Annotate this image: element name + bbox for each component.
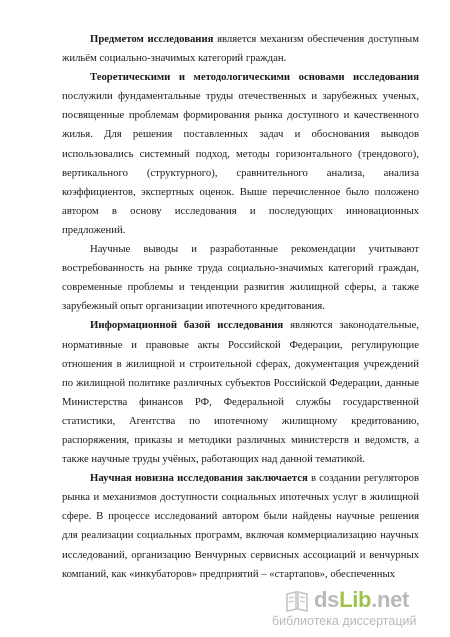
paragraph-conclusions-text: Научные выводы и разработанные рекомендации учитывают востребованность на рынке труда социально-значимых категорий граждан, современные проблемы и тенденции развития жилищной сферы, а также зарубежный опыт организации ипотечного кредитования. bbox=[62, 243, 419, 313]
paragraph-subject-text: является механизм обеспечения доступным жильём социально-значимых категорий граждан. bbox=[62, 33, 419, 65]
watermark-brand-net: .net bbox=[371, 587, 410, 612]
watermark-brand-ds: ds bbox=[314, 587, 340, 612]
paragraph-subject-bold: Предметом исследования bbox=[90, 33, 214, 45]
watermark-subtitle: библиотека диссертаций bbox=[272, 614, 417, 628]
paragraph-novelty-text: в создании регуляторов рынка и механизмов доступности социальных ипотечных услуг в жилищной сфере. В процессе исследований автором были найдены научные решения для реализации социальных программ, включая коммерциализацию научных исследований, организацию Венчурных сервисных ассоциаций и венчурных компаний, как «инкубаторов» предприятий – «стартапов», обеспеченных bbox=[62, 472, 420, 580]
paragraph-conclusions bbox=[62, 240, 419, 316]
book-logo-icon bbox=[284, 589, 310, 613]
watermark-brand bbox=[314, 587, 409, 613]
paragraph-theory-text: послужили фундаментальные труды отечественных и зарубежных ученых, посвященные проблемам формирования рынка доступного и качественного жилья. Для решения поставленных задач и обоснования выводов использовались системный подход, методы горизонтального (трендового), вертикального (структурного), сравнительного анализа, анализа коэффициентов, экспертных оценок. Выше перечисленное было положено автором в основу исследования и последующих инновационных предложений. bbox=[62, 90, 419, 236]
paragraph-novelty bbox=[62, 469, 419, 584]
paragraph-theory-bold: Теоретическими и методологическими основами исследования bbox=[90, 71, 419, 84]
document-page bbox=[62, 30, 419, 584]
paragraph-information-base bbox=[62, 316, 419, 469]
paragraph-theory bbox=[62, 68, 419, 240]
dslib-watermark bbox=[270, 587, 440, 631]
paragraph-subject bbox=[62, 30, 419, 68]
paragraph-information-base-text: являются законодательные, нормативные и правовые акты Российской Федерации, регулирующие отношения в жилищной и строительной сферах, документация учреждений по жилищной политике различных субъектов Российской Федерации, данные Министерства финансов РФ, Федеральной службы государственной статистики, Агентства по ипотечному жилищному кредитованию, распоряжения, приказы и методики различных министерств и ведомств, а также научные труды учёных, работающих над данной тематикой. bbox=[62, 319, 419, 466]
paragraph-novelty-bold: Научная новизна исследования заключается bbox=[90, 472, 308, 485]
watermark-brand-lib: Lib bbox=[339, 587, 372, 612]
paragraph-information-base-bold: Информационной базой исследования bbox=[90, 319, 284, 332]
